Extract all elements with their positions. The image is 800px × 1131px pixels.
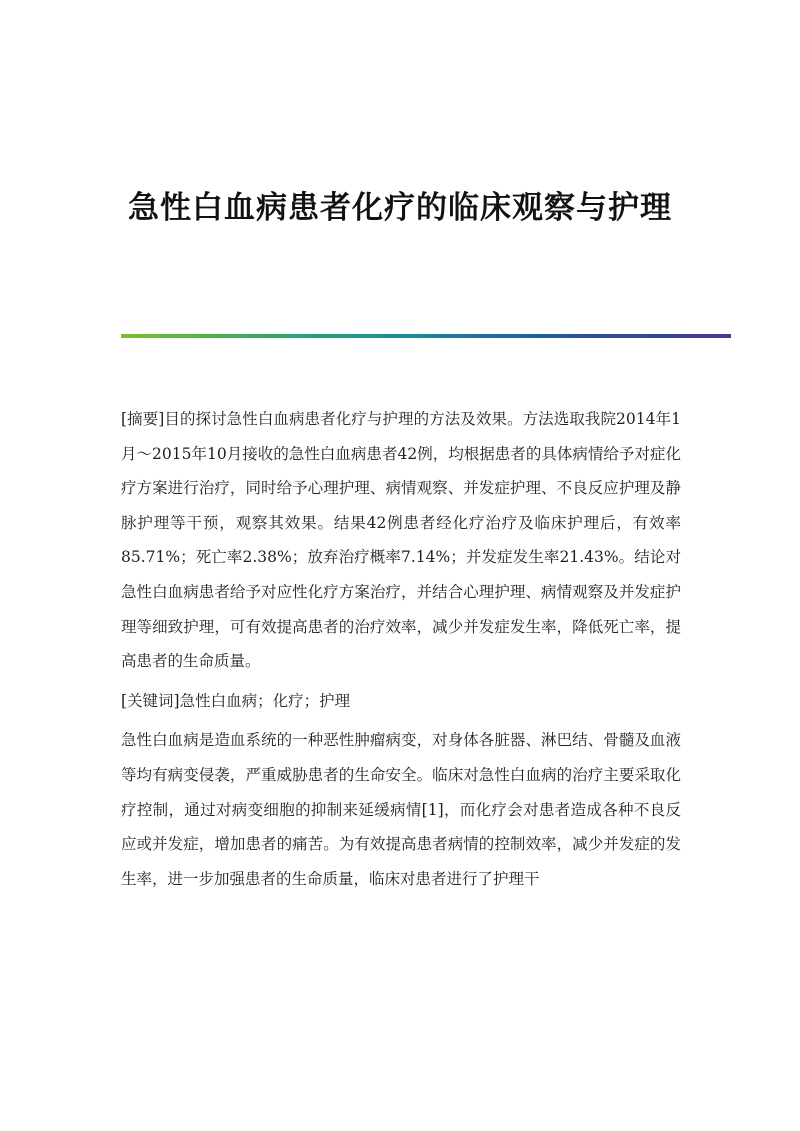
intro-paragraph: 急性白血病是造血系统的一种恶性肿瘤病变，对身体各脏器、淋巴结、骨髓及血液等均有病变侵袭，严重威胁患者的生命安全。临床对急性白血病的治疗主要采取化疗控制，通过对病变细胞的抑制来延缓病情[1]，而化疗会对患者造成各种不良反应或并发症，增加患者的痛苦。为有效提高患者病情的控制效率，减少并发症的发生率，进一步加强患者的生命质量，临床对患者进行了护理干 xyxy=(121,731,681,888)
abstract-paragraph: [摘要]目的探讨急性白血病患者化疗与护理的方法及效果。方法选取我院2014年1月～2015年10月接收的急性白血病患者42例，均根据患者的具体病情给予对症化疗方案进行治疗，同时给予心理护理、病情观察、并发症护理、不良反应护理及静脉护理等干预，观察其效果。结果42例患者经化疗治疗及临床护理后，有效率85.71%；死亡率2.38%；放弃治疗概率7.14%；并发症发生率21.43%。结论对急性白血病患者给予对应性化疗方案治疗，并结合心理护理、病情观察及并发症护理等细致护理，可有效提高患者的治疗效率，减少并发症发生率，降低死亡率，提高患者的生命质量。 xyxy=(121,410,681,671)
page-title: 急性白血病患者化疗的临床观察与护理 xyxy=(128,190,672,226)
gradient-divider xyxy=(121,334,731,338)
document-body xyxy=(121,402,681,896)
keywords-paragraph: [关键词]急性白血病；化疗；护理 xyxy=(121,691,351,710)
